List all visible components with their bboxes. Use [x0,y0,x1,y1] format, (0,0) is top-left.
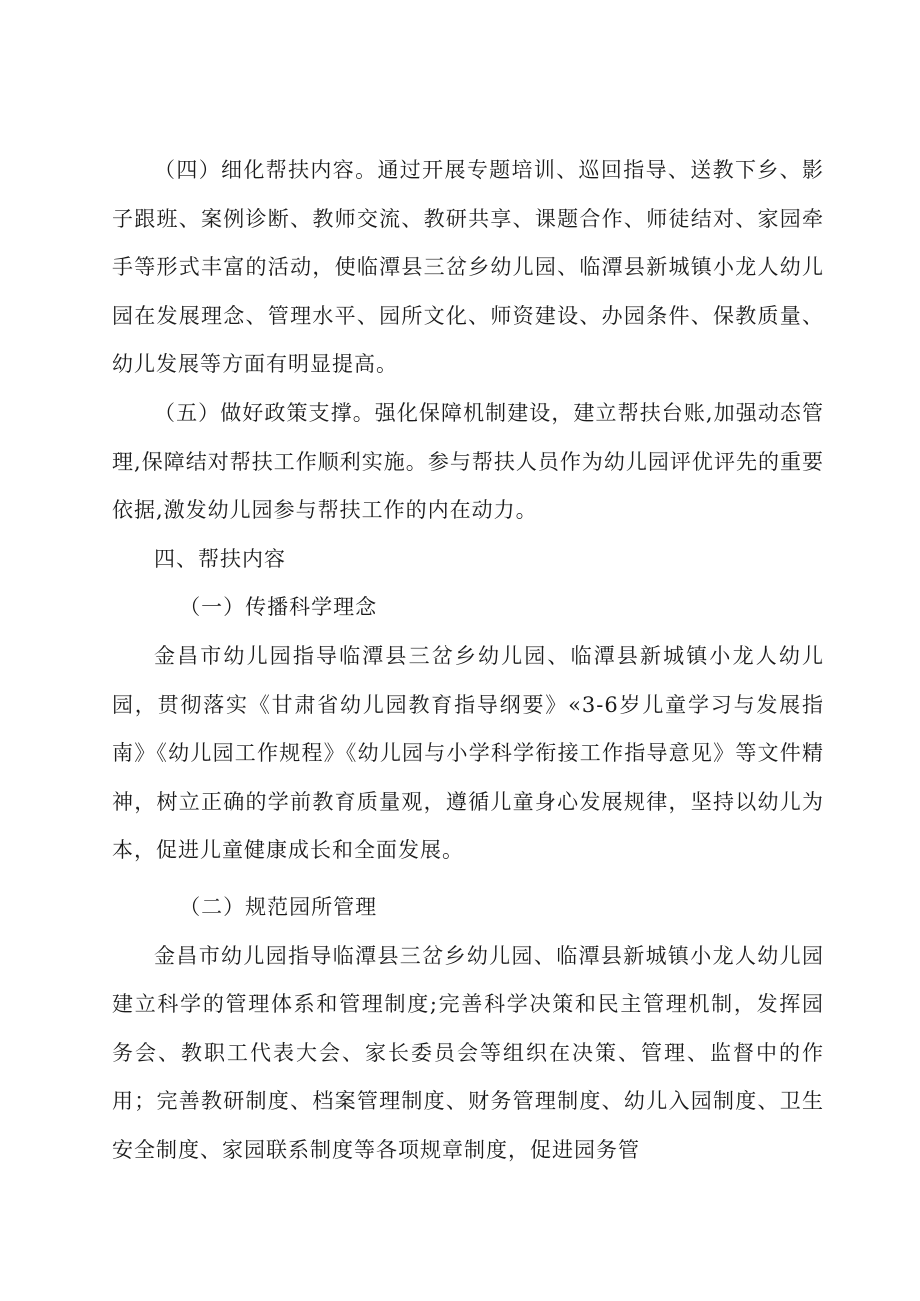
paragraph-item-5: （五）做好政策支撑。强化保障机制建设，建立帮扶台账,加强动态管理,保障结对帮扶工作顺利实施。参与帮扶人员作为幼儿园评优评先的重要依据,激发幼儿园参与帮扶工作的内在动力。 [112,400,824,523]
subsection-body-2: 金昌市幼儿园指导临潭县三岔乡幼儿园、临潭县新城镇小龙人幼儿园建立科学的管理体系和管理制度;完善科学决策和民主管理机制，发挥园务会、教职工代表大会、家长委员会等组织在决策、管理、监督中的作用；完善教研制度、档案管理制度、财务管理制度、幼儿入园制度、卫生安全制度、家园联系制度等各项规章制度，促进园务管 [112,943,824,1162]
paragraph-gap [112,875,824,883]
section-heading-4: 四、帮扶内容 [154,546,286,571]
subsection-heading-2: （二）规范园所管理 [179,894,378,919]
subsection-heading-1: （一）传播科学理念 [179,595,378,620]
document-body [112,146,824,1174]
subsection-body-1: 金昌市幼儿园指导临潭县三岔乡幼儿园、临潭县新城镇小龙人幼儿园，贯彻落实《甘肃省幼儿园教育指导纲要》«3-6岁儿童学习与发展指南》《幼儿园工作规程》《幼儿园与小学科学衔接工作指导意见》等文件精神，树立正确的学前教育质量观，遵循儿童身心发展规律，坚持以幼儿为本，促进儿童健康成长和全面发展。 [112,643,824,863]
paragraph-item-4: （四）细化帮扶内容。通过开展专题培训、巡回指导、送教下乡、影子跟班、案例诊断、教师交流、教研共享、课题合作、师徒结对、家园牵手等形式丰富的活动，使临潭县三岔乡幼儿园、临潭县新城镇小龙人幼儿园在发展理念、管理水平、园所文化、师资建设、办园条件、保教质量、幼儿发展等方面有明显提高。 [112,158,824,377]
